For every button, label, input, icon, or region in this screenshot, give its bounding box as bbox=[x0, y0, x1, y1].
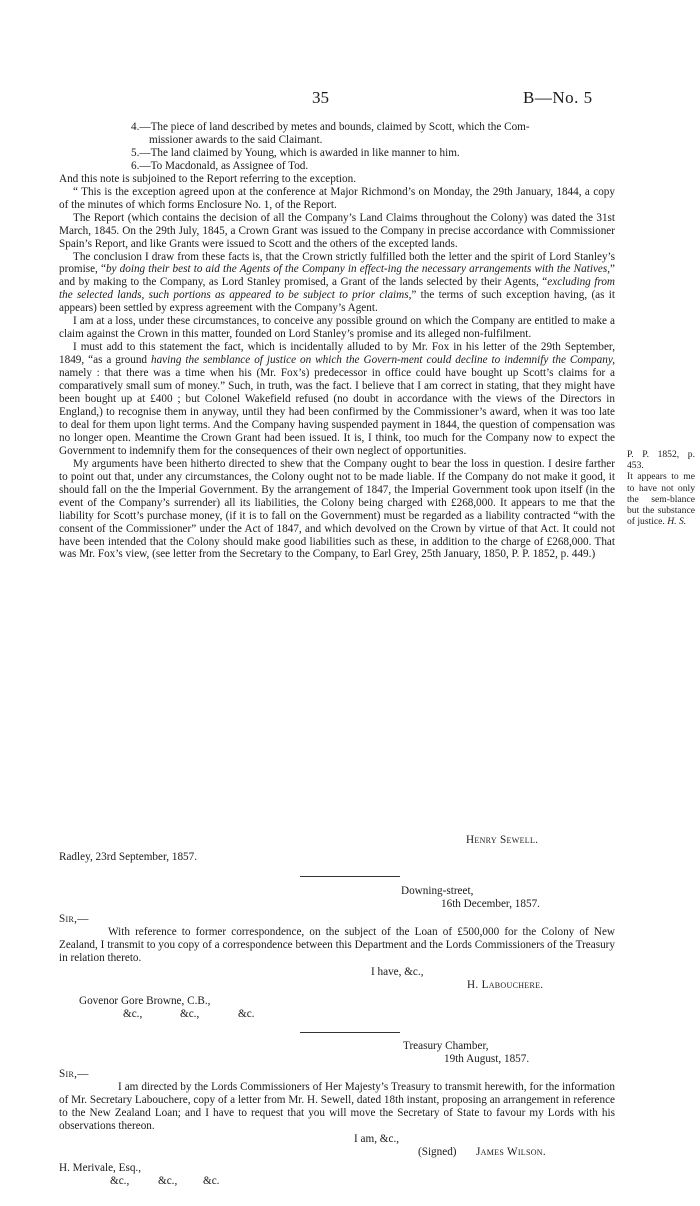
italic-quote: by doing their best to aid the Agents of the Company in effect-ing the necessary arrangements with the Natives, bbox=[105, 263, 611, 276]
letter2-signature: James Wilson. bbox=[476, 1146, 546, 1158]
margin-note bbox=[627, 449, 695, 527]
list-item-text: 6.—To Macdonald, as Assignee of Tod. bbox=[131, 159, 309, 172]
page-number: 35 bbox=[312, 88, 329, 107]
place-date: Radley, 23rd September, 1857. bbox=[59, 851, 198, 863]
italic-quote: excluding from the selected lands, such portions as appeared to be subject to prior claims, bbox=[59, 276, 615, 302]
paragraph-loss: I am at a loss, under these circumstances, to conceive any possible ground on which the Company are entitled to make a claim against the Crown in this matter, founded on Lord Stanley’s promise and its alleged non-fulfilment. bbox=[59, 315, 615, 341]
etc-text: &c. bbox=[238, 1008, 255, 1020]
letter1-body bbox=[59, 926, 615, 965]
text-run: ” the terms of such exception having, (as it appears) been settled by express agreement with the Company’s Agent. bbox=[59, 289, 615, 315]
letter1-signature: H. Labouchere. bbox=[467, 979, 544, 991]
text-run: The conclusion I draw from these facts is, that the Crown strictly fulfilled both the letter and the spirit of Lord Stanley’s promise, “ bbox=[59, 250, 615, 276]
list-item bbox=[59, 121, 615, 147]
main-text bbox=[59, 121, 615, 561]
letter2-body bbox=[59, 1081, 615, 1133]
etc-text: &c., bbox=[110, 1175, 130, 1187]
letter1-salutation: Sir,— bbox=[59, 913, 89, 925]
list-item-text: 5.—The land claimed by Young, which is awarded in like manner to him. bbox=[131, 146, 460, 159]
letter1-etc bbox=[123, 1008, 323, 1021]
margin-note-text: It appears to me to have not only the sem-blance but the substance of justice. bbox=[627, 471, 695, 528]
paragraph-conclusion bbox=[59, 251, 615, 316]
etc-text: &c., bbox=[180, 1008, 200, 1020]
letter2-closing: I am, &c., bbox=[354, 1133, 400, 1145]
paragraph-note: And this note is subjoined to the Report referring to the exception. bbox=[59, 172, 357, 185]
margin-note-ref: P. P. 1852, p. 453. bbox=[627, 449, 695, 472]
letter2-salutation: Sir,— bbox=[59, 1068, 89, 1080]
letter1-recipient: Govenor Gore Browne, C.B., bbox=[79, 995, 211, 1007]
paragraph-arguments: My arguments have been hitherto directed to shew that the Company ought to bear the loss in question. I desire farther to point out that, under any circumstances, the Colony ought not to be made liable. If the Company do not make it good, it should fall on the the Imperial Government. By the arrangement of 1847, the Imperial Government took upon itself (in the event of the Company’s surrender) all its liabilities, the Colony being charged with £268,000. It appears to me that the liability for Scott’s purchase money, (if it is to fall on the Government) must be regarded as a liability contracted “with the consent of the Commissioner” under the Act of 1847, and which devolved on the Crown by virtue of that Act. It could not have been intended that the Colony should make good liabilities such as these, in addition to the charge of £268,000. That was Mr. Fox’s view, (see letter from the Secretary to the Company, to Earl Grey, 25th January, 1850, P. P. 1852, p. 449.) bbox=[59, 457, 615, 561]
etc-text: &c., bbox=[123, 1008, 143, 1020]
text-run: namely : that there was a time when his (Mr. Fox’s) predecessor in office could have bought up Scott’s claims for a comparatively small sum of money.” Such, in truth, was the fact. I believe that I am correct in stating, that they might have been bought up at £400 ; but Colonel Wakefield refused (no doubt in accordance with the views of the Directors in England,) to recognise them in anyway, until they had been confirmed by the Commissioner’s award, when it was too late to deal for them upon light terms. And the Company having suspended payment in 1844, the question of compensation was no longer open. Meantime the Crown Grant had been issued. It is, I think, too much for the Company now to expect the Government to indemnify them for the consequences of their own neglect of opportunities. bbox=[59, 367, 615, 457]
etc-text: &c. bbox=[203, 1175, 220, 1187]
letter1-closing: I have, &c., bbox=[371, 966, 424, 978]
text-run: I must add to this statement the fact, which is incidentally alluded to by Mr. Fox in his letter of the 29th September, 1849, “as a ground bbox=[59, 341, 615, 367]
letter1-date: 16th December, 1857. bbox=[441, 898, 540, 910]
italic-quote: having the semblance of justice on which the Govern-ment could decline to indemnify the Company, bbox=[150, 354, 615, 367]
letter2-date: 19th August, 1857. bbox=[444, 1053, 530, 1065]
signature-sewell: Henry Sewell. bbox=[466, 834, 539, 846]
paragraph-quote: “ This is the exception agreed upon at the conference at Major Richmond’s on Monday, the 29th January, 1844, a copy of the minutes of which forms Enclosure No. 1, of the Report. bbox=[59, 185, 615, 211]
paragraph-report: The Report (which contains the decision of all the Company’s Land Claims throughout the Colony) was dated the 31st March, 1845. On the 29th July, 1845, a Crown Grant was issued to the Company in precise accordance with Commissioner Spain’s Report, and like Grants were issued to Scott and the others of the excepted lands. bbox=[59, 211, 615, 250]
letter1-body-text: With reference to former correspondence, on the subject of the Loan of £500,000 for the Colony of New Zealand, I transmit to you copy of a correspondence between this Department and the Lords Commissioners of the Treasury in relation thereto. bbox=[59, 926, 615, 964]
paragraph-add bbox=[59, 341, 615, 458]
letter2-body-text: I am directed by the Lords Commissioners of Her Majesty’s Treasury to transmit herewith, for the information of Mr. Secretary Labouchere, copy of a letter from Mr. H. Sewell, dated 18th instant, proposing an arrangement in reference to the New Zealand Loan; and I have to request that you will move the Secretary of State to favour my Lords with his observations thereon. bbox=[59, 1081, 615, 1132]
etc-text: &c., bbox=[158, 1175, 178, 1187]
divider bbox=[300, 876, 400, 877]
list-item bbox=[59, 160, 615, 173]
divider bbox=[300, 1032, 400, 1033]
letter2-etc bbox=[110, 1175, 310, 1188]
letter2-signed: (Signed) bbox=[418, 1146, 457, 1158]
document-reference: B—No. 5 bbox=[523, 88, 593, 107]
list-item-text: 4.—The piece of land described by metes and bounds, claimed by Scott, which the Com- bbox=[131, 121, 530, 133]
list-item-continuation: missioner awards to the said Claimant. bbox=[149, 133, 323, 146]
margin-note-initials: H. S. bbox=[667, 516, 687, 528]
list-item bbox=[59, 147, 615, 160]
text-run: ” and by making to the Company, as Lord Stanley promised, a Grant of the lands selected by their Agents, “ bbox=[59, 263, 615, 289]
letter2-address: Treasury Chamber, bbox=[403, 1040, 489, 1052]
letter2-recipient: H. Merivale, Esq., bbox=[59, 1162, 142, 1174]
letter1-address: Downing-street, bbox=[401, 885, 474, 897]
